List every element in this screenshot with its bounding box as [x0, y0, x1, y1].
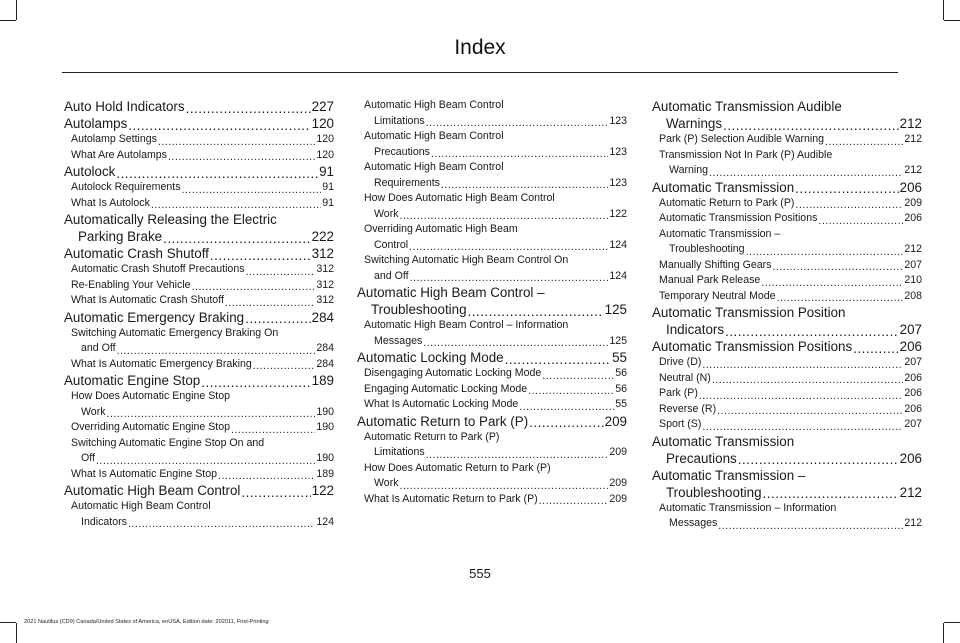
- page-ref: 312: [311, 246, 334, 261]
- entry-text: Automatic Return to Park (P): [364, 430, 500, 443]
- dot-leader: [795, 179, 899, 196]
- dot-leader: [818, 211, 903, 227]
- page-ref: 212: [904, 164, 922, 176]
- index-column-3: [652, 98, 922, 532]
- index-subentry: [64, 357, 334, 373]
- page-ref: 209: [604, 413, 627, 429]
- entry-line: [364, 114, 627, 130]
- page-ref: 125: [609, 334, 627, 347]
- entry-text: Automatic Transmission Audible: [652, 99, 842, 114]
- index-entry: [357, 284, 627, 318]
- index-subentry: [357, 222, 627, 253]
- dot-leader: [712, 371, 904, 387]
- entry-line: [652, 321, 922, 338]
- index-subentry: [652, 402, 922, 418]
- index-subentry: [357, 253, 627, 284]
- dot-leader: [426, 114, 609, 130]
- entry-text: Autolock: [64, 164, 116, 179]
- dot-leader: [528, 382, 614, 398]
- entry-text-continued: Limitations: [374, 446, 425, 458]
- index-subentry: [64, 293, 334, 309]
- entry-text: Drive (D): [659, 356, 702, 368]
- index-entry: [64, 115, 334, 132]
- index-entry: [652, 179, 922, 196]
- page-ref: 206: [899, 450, 922, 466]
- entry-text-continued: Precautions: [666, 450, 737, 466]
- dot-leader: [423, 334, 608, 350]
- entry-text-continued: and Off: [374, 269, 409, 282]
- entry-text: Automatic Engine Stop: [64, 373, 201, 388]
- entry-line: [659, 516, 922, 532]
- crop-mark: [16, 0, 17, 20]
- page-ref: 91: [322, 181, 334, 193]
- index-subentry: [64, 132, 334, 148]
- crop-mark: [0, 20, 16, 21]
- dot-leader: [245, 309, 311, 326]
- entry-text-continued: Limitations: [374, 114, 425, 127]
- entry-line: [364, 334, 627, 350]
- entry-line: [364, 445, 627, 461]
- entry-text: Auto Hold Indicators: [64, 99, 185, 114]
- page-ref: 56: [615, 367, 627, 379]
- dot-leader: [542, 366, 614, 382]
- dot-leader: [400, 476, 609, 492]
- page-ref: 120: [316, 148, 334, 161]
- entry-text: Automatic Transmission – Information: [659, 501, 837, 514]
- entry-text: Engaging Automatic Locking Mode: [364, 382, 528, 395]
- index-subentry: [652, 196, 922, 212]
- entry-text: Autolamp Settings: [71, 133, 157, 145]
- page-ref: 206: [899, 179, 922, 195]
- page-ref: 123: [609, 114, 627, 127]
- index-subentry: [652, 211, 922, 227]
- index-subentry: [652, 273, 922, 289]
- dot-leader: [738, 450, 899, 467]
- dot-leader: [505, 349, 611, 366]
- page-ref: 208: [904, 289, 922, 302]
- entry-text: What Is Automatic Crash Shutoff: [71, 294, 224, 306]
- index-subentry: [64, 420, 334, 436]
- index-subentry: [357, 160, 627, 191]
- entry-line: [364, 476, 627, 492]
- entry-text-continued: Off: [81, 452, 95, 464]
- dot-leader: [431, 145, 608, 161]
- index-subentry: [64, 148, 334, 164]
- entry-text-continued: Work: [374, 207, 399, 220]
- dot-leader: [702, 417, 903, 433]
- index-subentry: [652, 148, 922, 179]
- entry-text-continued: Requirements: [374, 176, 440, 189]
- dot-leader: [519, 397, 614, 413]
- entry-text-continued: Work: [81, 405, 106, 418]
- index-subentry: [357, 129, 627, 160]
- entry-text: Automatically Releasing the Electric: [64, 212, 277, 227]
- entry-text-continued: Indicators: [81, 515, 127, 528]
- dot-leader: [117, 341, 316, 357]
- entry-line: [659, 242, 922, 258]
- page-ref: 207: [904, 258, 922, 271]
- entry-text: Manually Shifting Gears: [659, 258, 772, 271]
- entry-text: What Is Autolock: [71, 196, 150, 209]
- entry-text-continued: Troubleshooting: [371, 302, 467, 317]
- crop-mark: [0, 622, 16, 623]
- entry-text-continued: Parking Brake: [78, 229, 163, 244]
- entry-text: Transmission Not In Park (P) Audible: [659, 148, 833, 161]
- index-subentry: [64, 467, 334, 483]
- dot-leader: [231, 420, 315, 436]
- entry-line: [652, 450, 922, 467]
- dot-leader: [241, 482, 310, 499]
- entry-text: Automatic High Beam Control: [364, 130, 504, 142]
- dot-leader: [168, 148, 315, 164]
- dot-leader: [151, 196, 321, 212]
- entry-text-continued: Precautions: [374, 145, 430, 158]
- dot-leader: [186, 98, 311, 115]
- entry-text-continued: Troubleshooting: [666, 484, 762, 500]
- entry-text: What Is Automatic Engine Stop: [71, 467, 218, 480]
- dot-leader: [410, 269, 609, 285]
- index-subentry: [652, 227, 922, 258]
- index-entry: [64, 211, 334, 245]
- entry-line: [364, 145, 627, 161]
- page-ref: 56: [615, 382, 627, 395]
- entry-text: Temporary Neutral Mode: [659, 289, 776, 302]
- index-subentry: [64, 262, 334, 278]
- entry-text: Overriding Automatic Engine Stop: [71, 421, 230, 433]
- index-entry: [357, 413, 627, 430]
- crop-mark: [943, 623, 944, 643]
- page-ref: 212: [899, 116, 922, 131]
- dot-leader: [218, 467, 315, 483]
- entry-text: Automatic High Beam Control: [364, 161, 504, 173]
- entry-text-continued: Messages: [374, 334, 423, 347]
- index-subentry: [652, 289, 922, 305]
- entry-text: Automatic High Beam Control: [71, 500, 211, 512]
- page-ref: 312: [316, 294, 334, 306]
- dot-leader: [825, 132, 903, 148]
- entry-text: Automatic Transmission: [652, 179, 795, 195]
- index-subentry: [64, 389, 334, 420]
- dot-leader: [128, 115, 310, 132]
- entry-line: [364, 238, 627, 254]
- entry-text: Automatic Transmission Positions: [652, 339, 853, 354]
- dot-leader: [225, 293, 315, 309]
- index-entry: [64, 372, 334, 389]
- entry-text: Re-Enabling Your Vehicle: [71, 278, 191, 291]
- page-ref: 207: [899, 322, 922, 337]
- entry-line: [364, 176, 627, 192]
- page-ref: 284: [316, 357, 334, 370]
- index-subentry: [357, 492, 627, 508]
- dot-leader: [539, 492, 609, 508]
- entry-line: [364, 207, 627, 223]
- header-rule: [62, 72, 898, 73]
- page-ref: 212: [904, 133, 922, 145]
- crop-mark: [944, 20, 960, 21]
- index-subentry: [652, 501, 922, 532]
- page-ref: 122: [311, 483, 334, 498]
- entry-line: [364, 269, 627, 285]
- dot-leader: [210, 245, 311, 262]
- index-subentry: [64, 436, 334, 467]
- entry-text-continued: and Off: [81, 342, 116, 354]
- page-ref: 284: [316, 342, 334, 354]
- entry-text: Switching Automatic High Beam Control On: [364, 254, 569, 266]
- entry-text: What Is Automatic Locking Mode: [364, 398, 519, 410]
- entry-text-continued: Indicators: [666, 322, 725, 337]
- entry-text: Sport (S): [659, 418, 702, 430]
- page-ref: 206: [904, 371, 922, 384]
- page-ref: 55: [615, 398, 627, 410]
- entry-text-continued: Warnings: [666, 116, 723, 131]
- index-entry: [64, 309, 334, 326]
- entry-text: Switching Automatic Emergency Braking On: [71, 326, 279, 339]
- entry-text: Automatic High Beam Control – Information: [364, 319, 569, 331]
- dot-leader: [795, 196, 903, 212]
- entry-text-continued: Messages: [669, 517, 718, 529]
- entry-text: Automatic Transmission: [652, 433, 795, 449]
- index-subentry: [652, 371, 922, 387]
- entry-text: Automatic Locking Mode: [357, 350, 504, 365]
- page-ref: 222: [311, 229, 334, 244]
- entry-text: How Does Automatic Engine Stop: [71, 390, 230, 402]
- page-ref: 91: [322, 196, 334, 209]
- page-ref: 206: [904, 402, 922, 415]
- dot-leader: [772, 258, 903, 274]
- index-subentry: [357, 382, 627, 398]
- dot-leader: [426, 445, 609, 461]
- page-ref: 91: [319, 164, 334, 179]
- index-entry: [652, 98, 922, 132]
- index-subentry: [357, 98, 627, 129]
- entry-text: Automatic Return to Park (P): [357, 413, 529, 429]
- index-subentry: [64, 499, 334, 530]
- entry-line: [64, 228, 334, 245]
- index-subentry: [357, 366, 627, 382]
- entry-line: [71, 341, 334, 357]
- dot-leader: [192, 278, 316, 294]
- index-entry: [64, 98, 334, 115]
- entry-text-continued: Work: [374, 477, 399, 489]
- page-ref: 124: [609, 238, 627, 251]
- entry-text: Automatic Transmission Position: [652, 305, 846, 320]
- index-subentry: [652, 417, 922, 433]
- dot-leader: [718, 516, 903, 532]
- entry-text: Switching Automatic Engine Stop On and: [71, 436, 265, 449]
- entry-line: [71, 405, 334, 421]
- index-entry: [652, 467, 922, 501]
- page-ref: 124: [609, 269, 627, 282]
- entry-text-continued: Warning: [669, 164, 709, 176]
- footer-edition-text: 2021 Nautilus (CD9) Canada/United States of America, enUSA, Edition date: 202011, First-Printing: [24, 619, 269, 625]
- dot-leader: [441, 176, 608, 192]
- page-ref: 190: [316, 452, 334, 464]
- page-ref: 312: [316, 263, 334, 275]
- index-subentry: [357, 461, 627, 492]
- entry-line: [71, 515, 334, 531]
- page-ref: 209: [904, 196, 922, 209]
- dot-leader: [746, 242, 904, 258]
- page-ref: 212: [899, 484, 922, 500]
- index-entry: [64, 245, 334, 262]
- entry-text: Automatic Crash Shutoff: [64, 246, 209, 261]
- dot-leader: [128, 515, 315, 531]
- entry-text: Manual Park Release: [659, 274, 761, 286]
- index-entry: [64, 163, 334, 180]
- entry-text: Automatic High Beam Control: [64, 483, 241, 498]
- entry-text: What Is Automatic Emergency Braking: [71, 357, 252, 370]
- index-subentry: [64, 180, 334, 196]
- page-ref: 207: [904, 356, 922, 368]
- entry-text-continued: Troubleshooting: [669, 243, 745, 255]
- index-subentry: [652, 386, 922, 402]
- dot-leader: [699, 386, 903, 402]
- dot-leader: [777, 289, 904, 305]
- page-number: 555: [469, 566, 491, 581]
- dot-leader: [853, 338, 898, 355]
- page-ref: 212: [904, 517, 922, 529]
- index-column-1: [64, 98, 334, 530]
- page-ref: 209: [609, 446, 627, 458]
- page-ref: 206: [904, 387, 922, 399]
- entry-text: Reverse (R): [659, 402, 717, 415]
- page-ref: 206: [904, 212, 922, 224]
- dot-leader: [409, 238, 608, 254]
- entry-text: What Is Automatic Return to Park (P): [364, 492, 538, 505]
- index-entry: [652, 433, 922, 467]
- dot-leader: [529, 413, 603, 430]
- page-ref: 123: [609, 176, 627, 189]
- entry-text: Automatic Transmission –: [652, 467, 806, 483]
- dot-leader: [246, 262, 316, 278]
- index-subentry: [652, 355, 922, 371]
- dot-leader: [400, 207, 609, 223]
- dot-leader: [107, 405, 316, 421]
- index-entry: [652, 338, 922, 355]
- index-entry: [357, 349, 627, 366]
- dot-leader: [116, 163, 318, 180]
- dot-leader: [763, 484, 899, 501]
- dot-leader: [702, 355, 903, 371]
- entry-text: Automatic Transmission Positions: [659, 212, 818, 224]
- entry-text: Autolamps: [64, 116, 128, 131]
- index-subentry: [64, 278, 334, 294]
- page-ref: 209: [609, 477, 627, 489]
- page-title: Index: [454, 36, 506, 59]
- entry-text: Automatic High Beam Control: [364, 99, 504, 111]
- entry-text: Park (P): [659, 387, 698, 399]
- entry-text: Autolock Requirements: [71, 181, 181, 193]
- dot-leader: [201, 372, 310, 389]
- page-ref: 190: [316, 405, 334, 418]
- dot-leader: [723, 115, 899, 132]
- page-ref: 189: [311, 373, 334, 388]
- dot-leader: [717, 402, 903, 418]
- index-subentry: [652, 258, 922, 274]
- entry-text: Automatic Transmission –: [659, 227, 781, 240]
- index-subentry: [357, 318, 627, 349]
- dot-leader: [182, 180, 322, 196]
- entry-text: Automatic High Beam Control –: [357, 285, 545, 300]
- page-ref: 124: [316, 515, 334, 528]
- entry-line: [652, 484, 922, 501]
- entry-text: What Are Autolamps: [71, 148, 167, 161]
- entry-line: [357, 301, 627, 318]
- page-ref: 227: [311, 99, 334, 114]
- entry-text: How Does Automatic High Beam Control: [364, 192, 555, 204]
- page-ref: 190: [316, 421, 334, 433]
- entry-line: [652, 115, 922, 132]
- page-ref: 210: [904, 274, 922, 286]
- crop-mark: [16, 623, 17, 643]
- entry-text: Overriding Automatic High Beam: [364, 223, 518, 235]
- entry-text: Automatic Emergency Braking: [64, 309, 245, 325]
- dot-leader: [96, 451, 315, 467]
- entry-text: Disengaging Automatic Locking Mode: [364, 367, 542, 379]
- index-entry: [652, 304, 922, 338]
- index-subentry: [64, 196, 334, 212]
- page-ref: 120: [311, 116, 334, 131]
- entry-line: [71, 451, 334, 467]
- entry-text: Automatic Crash Shutoff Precautions: [71, 263, 245, 275]
- page-ref: 212: [904, 243, 922, 255]
- page-ref: 207: [904, 418, 922, 430]
- page-ref: 284: [311, 309, 334, 325]
- page-ref: 123: [609, 145, 627, 158]
- dot-leader: [709, 163, 903, 179]
- dot-leader: [468, 301, 604, 318]
- index-subentry: [357, 430, 627, 461]
- page-ref: 312: [316, 278, 334, 291]
- dot-leader: [158, 132, 315, 148]
- dot-leader: [761, 273, 903, 289]
- index-subentry: [357, 397, 627, 413]
- index-entry: [64, 482, 334, 499]
- index-subentry: [64, 326, 334, 357]
- page-ref: 189: [316, 467, 334, 480]
- index-subentry: [652, 132, 922, 148]
- crop-mark: [944, 622, 960, 623]
- crop-mark: [943, 0, 944, 20]
- page-ref: 120: [316, 133, 334, 145]
- page-ref: 209: [609, 492, 627, 505]
- dot-leader: [163, 228, 311, 245]
- page-ref: 125: [604, 302, 627, 317]
- page-ref: 55: [612, 350, 627, 365]
- page-ref: 122: [609, 207, 627, 220]
- index-column-2: [357, 98, 627, 507]
- entry-text-continued: Control: [374, 238, 409, 251]
- entry-text: Neutral (N): [659, 371, 711, 384]
- index-subentry: [357, 191, 627, 222]
- dot-leader: [725, 321, 899, 338]
- entry-line: [659, 163, 922, 179]
- entry-text: Automatic Return to Park (P): [659, 196, 795, 209]
- entry-text: How Does Automatic Return to Park (P): [364, 461, 551, 474]
- page-ref: 206: [899, 339, 922, 354]
- entry-text: Park (P) Selection Audible Warning: [659, 133, 825, 145]
- dot-leader: [253, 357, 316, 373]
